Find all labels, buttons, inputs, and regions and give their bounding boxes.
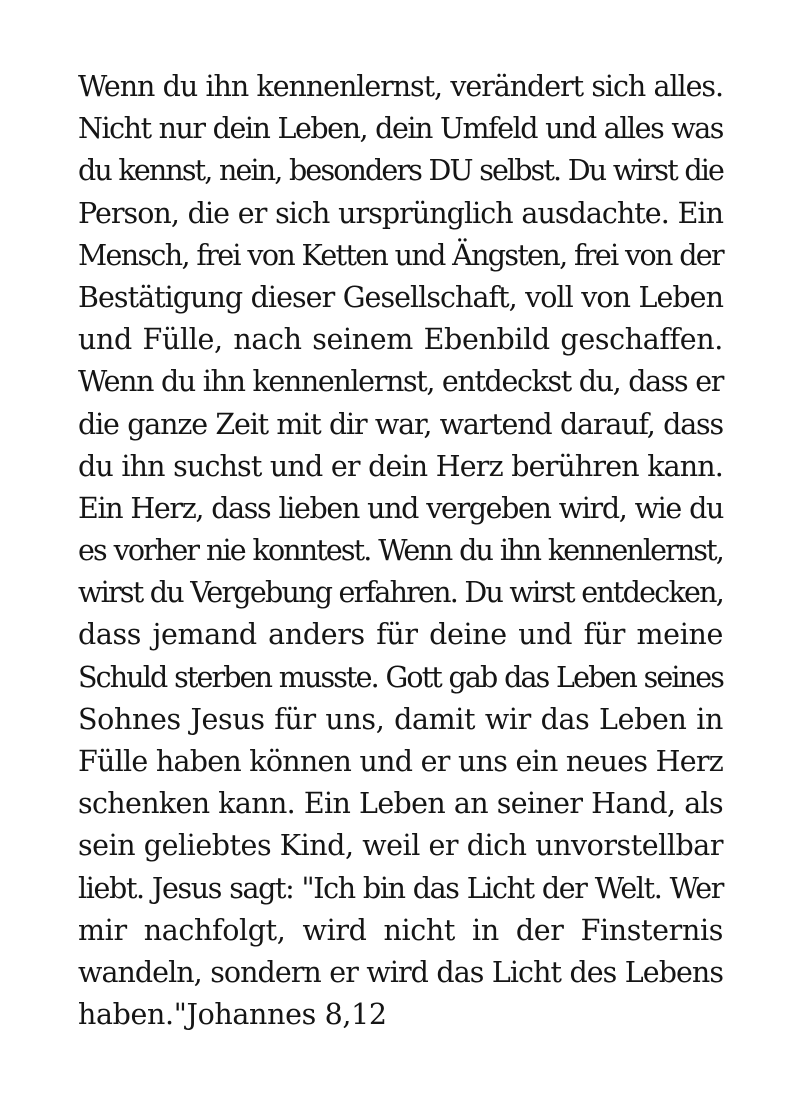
text-line: Bestätigung dieser Gesellschaft, voll von Leben: [78, 280, 723, 314]
text-line-last: haben."Johannes 8,12: [78, 998, 387, 1032]
text-line: Person, die er sich ursprünglich ausdachte. Ein: [78, 196, 723, 230]
text-line: du kennst, nein, besonders DU selbst. Du wirst die: [78, 154, 723, 188]
text-line: Nicht nur dein Leben, dein Umfeld und alles was: [78, 112, 723, 146]
text-line: Fülle haben können und er uns ein neues Herz: [78, 745, 723, 778]
text-line: mir nachfolgt, wird nicht in der Finsternis: [78, 913, 723, 947]
text-line: du ihn suchst und er dein Herz berühren kann.: [78, 449, 723, 483]
text-line: Sohnes Jesus für uns, damit wir das Leben in: [78, 702, 723, 736]
text-line: Schuld sterben musste. Gott gab das Leben seines: [78, 660, 723, 694]
text-line: wirst du Vergebung erfahren. Du wirst entdecken,: [78, 576, 723, 610]
text-line: schenken kann. Ein Leben an seiner Hand, als: [78, 787, 723, 821]
text-line: und Fülle, nach seinem Ebenbild geschaffen.: [78, 323, 723, 357]
text-line: liebt. Jesus sagt: "Ich bin das Licht der Welt. Wer: [78, 871, 723, 905]
text-line: wandeln, sondern er wird das Licht des Lebens: [78, 955, 723, 989]
text-line: die ganze Zeit mit dir war, wartend darauf, dass: [78, 407, 723, 441]
text-line: Wenn du ihn kennenlernst, entdeckst du, dass er: [78, 365, 723, 399]
text-line: Mensch, frei von Ketten und Ängsten, frei von der: [78, 238, 723, 272]
text-body: [78, 66, 723, 1036]
text-line: es vorher nie konntest. Wenn du ihn kennenlernst,: [78, 534, 723, 568]
text-line: sein geliebtes Kind, weil er dich unvorstellbar: [78, 829, 723, 863]
text-line: Wenn du ihn kennenlernst, verändert sich alles.: [78, 70, 723, 103]
text-line: dass jemand anders für deine und für meine: [78, 618, 723, 652]
text-line: Ein Herz, dass lieben und vergeben wird, wie du: [78, 491, 723, 525]
